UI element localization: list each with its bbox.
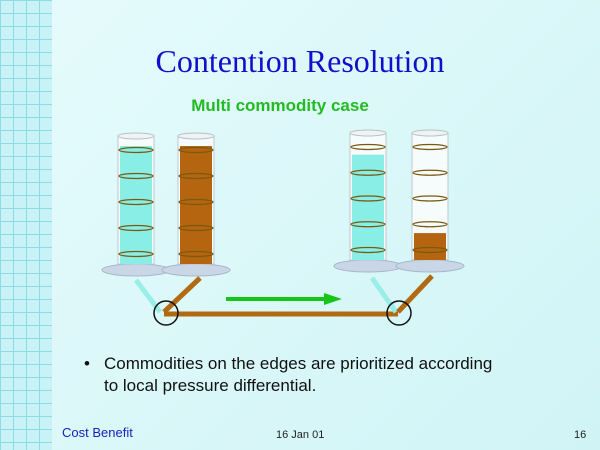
cylinder-fill bbox=[414, 233, 446, 260]
slide-title: Contention Resolution bbox=[155, 43, 445, 79]
cylinder-cyan-before bbox=[102, 133, 170, 276]
cyan-pipe-left bbox=[136, 280, 160, 312]
brown-pipe-left bbox=[164, 278, 200, 312]
cylinder-brown-before bbox=[162, 133, 230, 276]
page-number: 16 bbox=[574, 429, 587, 441]
bullet-text: Commodities on the edges are prioritized according to local pressure differential. bbox=[104, 354, 493, 395]
cylinder-base bbox=[334, 260, 402, 272]
cylinder-rim bbox=[412, 130, 448, 136]
cylinder-rim bbox=[118, 133, 154, 139]
slide-subtitle: Multi commodity case bbox=[191, 96, 369, 115]
bullet-marker: • bbox=[84, 354, 90, 373]
brown-pipe-right bbox=[398, 276, 432, 312]
cylinder-brown-after bbox=[396, 130, 464, 272]
cylinder-rim bbox=[350, 130, 386, 136]
cylinder-rim bbox=[178, 133, 214, 139]
flow-arrow-head bbox=[324, 293, 342, 305]
cyan-pipe-right bbox=[372, 278, 396, 312]
footer-left: Cost Benefit bbox=[62, 425, 133, 440]
cylinder-cyan-after bbox=[334, 130, 402, 272]
cylinder-base bbox=[102, 264, 170, 276]
cylinder-base bbox=[162, 264, 230, 276]
bullet-point bbox=[84, 353, 504, 397]
footer-date: 16 Jan 01 bbox=[276, 429, 325, 441]
cylinder-base bbox=[396, 260, 464, 272]
